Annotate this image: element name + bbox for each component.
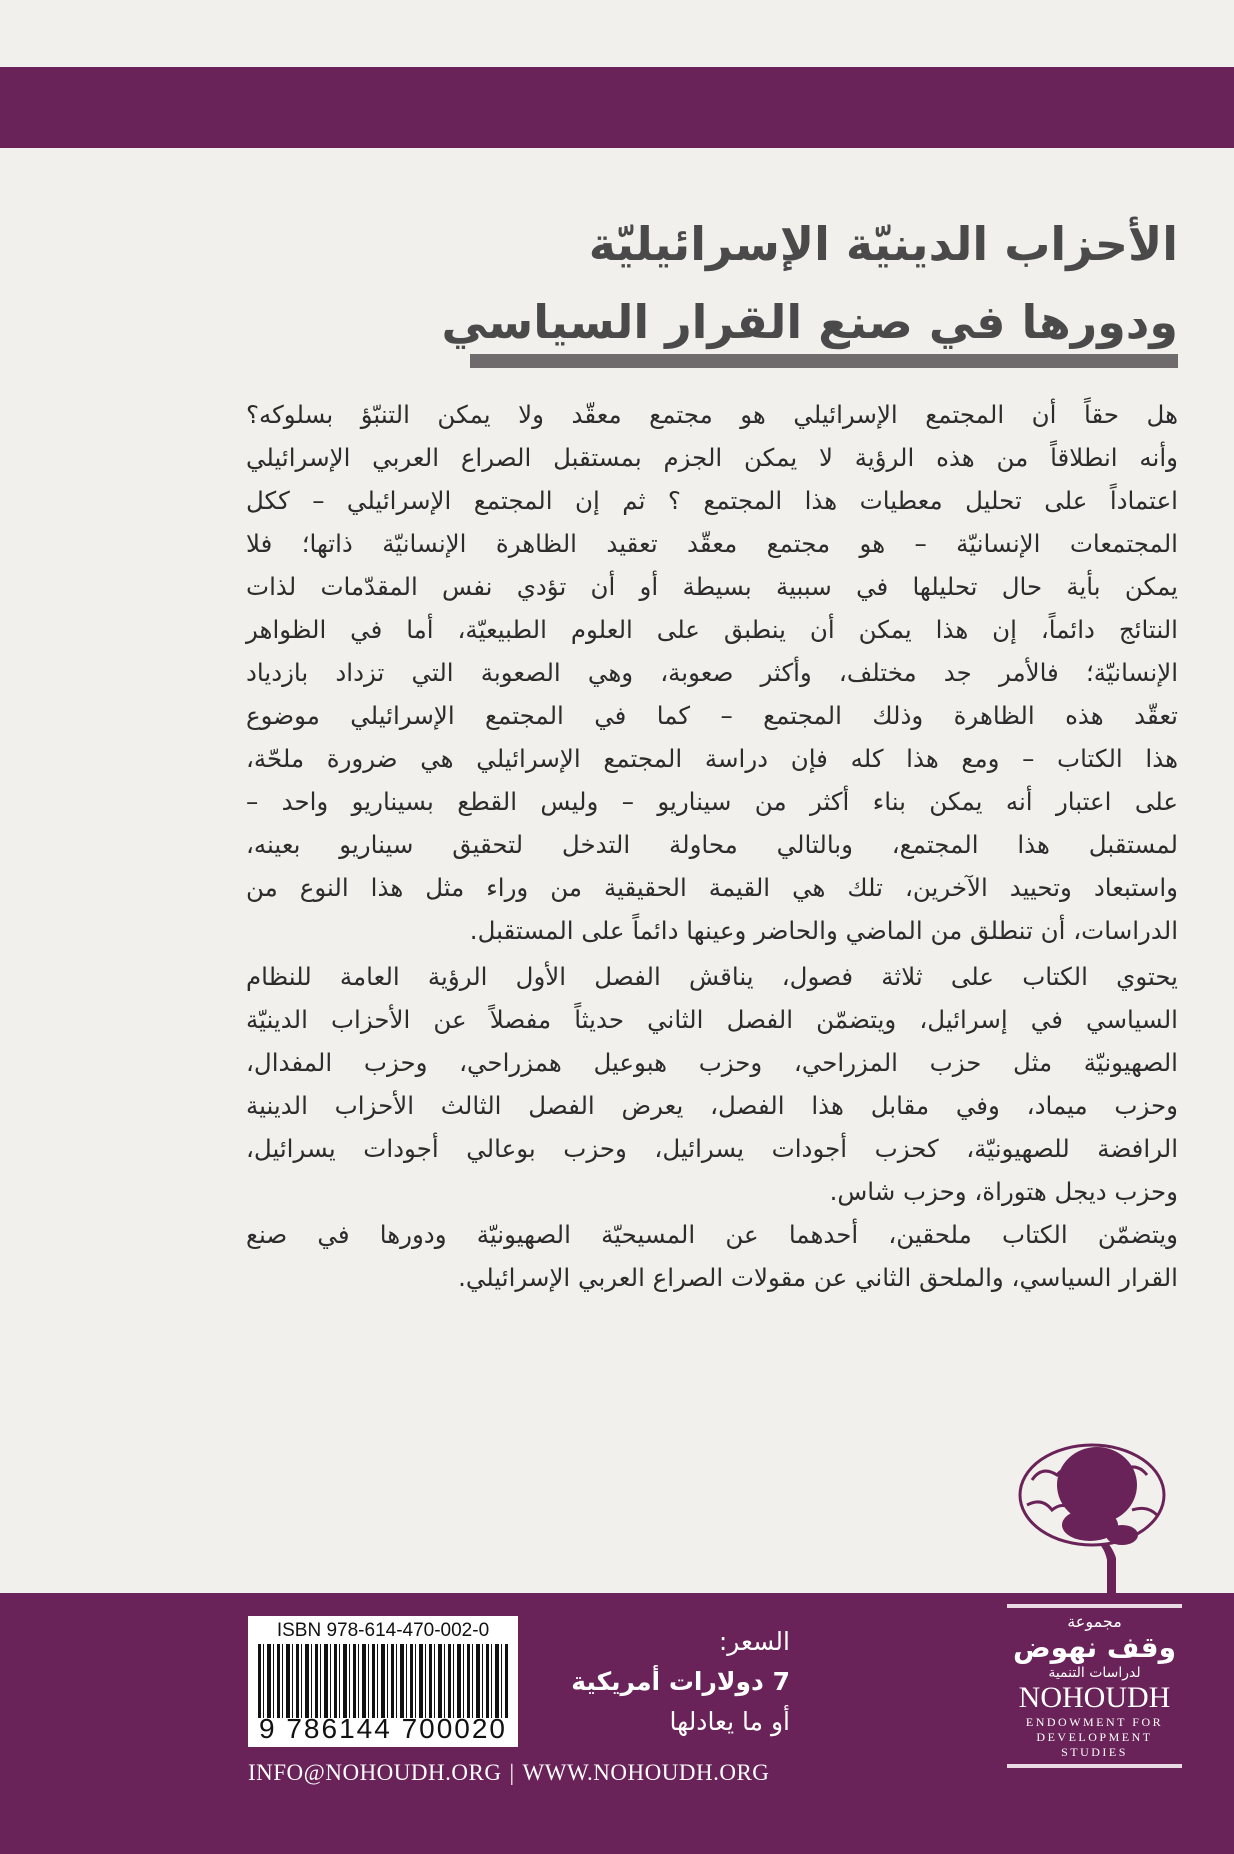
synopsis-line: النتائج دائماً، إن هذا يمكن أن ينطبق على العلوم الطبيعيّة، أما في الظواهر	[246, 615, 1178, 644]
synopsis-line: وأنه انطلاقاً من هذه الرؤية لا يمكن الجزم بمستقبل الصراع العربي الإسرائيلي	[246, 443, 1178, 472]
isbn-barcode	[248, 1616, 518, 1747]
top-color-band	[0, 67, 1234, 148]
synopsis-line: القرار السياسي، والملحق الثاني عن مقولات الصراع العربي الإسرائيلي.	[458, 1263, 1178, 1292]
publisher-ar-group: مجموعة	[1067, 1612, 1122, 1631]
synopsis-line: الرافضة للصهيونيّة، كحزب أجودات يسرائيل، وحزب بوعالي أجودات يسرائيل،	[246, 1134, 1178, 1163]
publisher-logo	[1007, 1600, 1182, 1772]
logo-rule-top	[1007, 1604, 1182, 1608]
price-label: السعر:	[718, 1627, 790, 1656]
publisher-en-sub2: DEVELOPMENT STUDIES	[1036, 1730, 1153, 1759]
publisher-ar-name: وقف نهوض	[1012, 1631, 1177, 1664]
synopsis-paragraph-3	[246, 1213, 1178, 1299]
synopsis-line: هل حقاً أن المجتمع الإسرائيلي هو مجتمع معقّد ولا يمكن التنبّؤ بسلوكه؟	[246, 400, 1178, 429]
synopsis-line: السياسي في إسرائيل، ويتضمّن الفصل الثاني حديثاً مفصلاً عن الأحزاب الدينيّة	[246, 1005, 1178, 1034]
synopsis-line: وحزب ديجل هتوراة، وحزب شاس.	[829, 1177, 1178, 1206]
publisher-ar-sub: لدراسات التنمية	[1048, 1665, 1141, 1681]
price-note: أو ما يعادلها	[669, 1707, 790, 1736]
website-link[interactable]: WWW.NOHOUDH.ORG	[522, 1760, 770, 1785]
title-line-2: ودورها في صنع القرار السياسي	[441, 295, 1178, 349]
email-link[interactable]: INFO@NOHOUDH.ORG	[248, 1760, 502, 1785]
synopsis-line: ويتضمّن الكتاب ملحقين، أحدهما عن المسيحيّة الصهيونيّة ودورها في صنع	[246, 1220, 1178, 1249]
barcode-bars	[258, 1644, 508, 1718]
synopsis-line: الدراسات، أن تنطلق من الماضي والحاضر وعينها دائماً على المستقبل.	[469, 916, 1178, 945]
contact-line	[248, 1760, 769, 1786]
synopsis-line: يمكن بأية حال تحليلها في سببية بسيطة أو أن تؤدي نفس المقدّمات لذات	[246, 572, 1178, 601]
synopsis-line: لمستقبل هذا المجتمع، وبالتالي محاولة التدخل لتحقيق سيناريو بعينه،	[246, 830, 1178, 859]
logo-rule-bottom	[1007, 1764, 1182, 1768]
synopsis-line: الإنسانيّة؛ فالأمر جد مختلف، وأكثر صعوبة، وهي الصعوبة التي تزداد بازدياد	[246, 658, 1178, 687]
synopsis-line: المجتمعات الإنسانيّة – هو مجتمع معقّد تعقيد الظاهرة الإنسانيّة ذاتها؛ فلا	[246, 529, 1178, 558]
book-title	[418, 205, 1178, 361]
brain-tree-icon	[1012, 1420, 1182, 1595]
title-line-1: الأحزاب الدينيّة الإسرائيليّة	[588, 217, 1178, 271]
publisher-en-name: NOHOUDH	[1018, 1681, 1171, 1714]
barcode-digits: 9 786144 700020	[259, 1713, 507, 1744]
synopsis-line: اعتماداً على تحليل معطيات هذا المجتمع ؟ ثم إن المجتمع الإسرائيلي – ككل	[246, 486, 1178, 515]
contact-separator: |	[509, 1760, 515, 1785]
price-amount: 7 دولارات أمريكية	[571, 1667, 790, 1696]
title-divider	[470, 354, 1178, 368]
synopsis-paragraph-1	[246, 393, 1178, 952]
synopsis-line: وحزب ميماد، وفي مقابل هذا الفصل، يعرض الفصل الثالث الأحزاب الدينية	[246, 1091, 1178, 1120]
synopsis-line: الصهيونيّة مثل حزب المزراحي، وحزب هبوعيل همزراحي، وحزب المفدال،	[246, 1048, 1178, 1077]
synopsis-line: على اعتبار أنه يمكن بناء أكثر من سيناريو – وليس القطع بسيناريو واحد –	[246, 787, 1178, 816]
price-block	[571, 1622, 790, 1742]
synopsis-line: هذا الكتاب – ومع هذا كله فإن دراسة المجتمع الإسرائيلي هي ضرورة ملحّة،	[246, 744, 1178, 773]
synopsis-line: واستبعاد وتحييد الآخرين، تلك هي القيمة الحقيقية من وراء مثل هذا النوع من	[246, 873, 1178, 902]
publisher-en-sub1: ENDOWMENT FOR	[1025, 1715, 1164, 1729]
synopsis-line: يحتوي الكتاب على ثلاثة فصول، يناقش الفصل الأول الرؤية العامة للنظام	[246, 962, 1178, 991]
synopsis-line: تعقّد هذه الظاهرة وذلك المجتمع – كما في المجتمع الإسرائيلي موضوع	[246, 701, 1178, 730]
isbn-number: ISBN 978-614-470-002-0	[276, 1620, 490, 1641]
synopsis-paragraph-2	[246, 955, 1178, 1213]
